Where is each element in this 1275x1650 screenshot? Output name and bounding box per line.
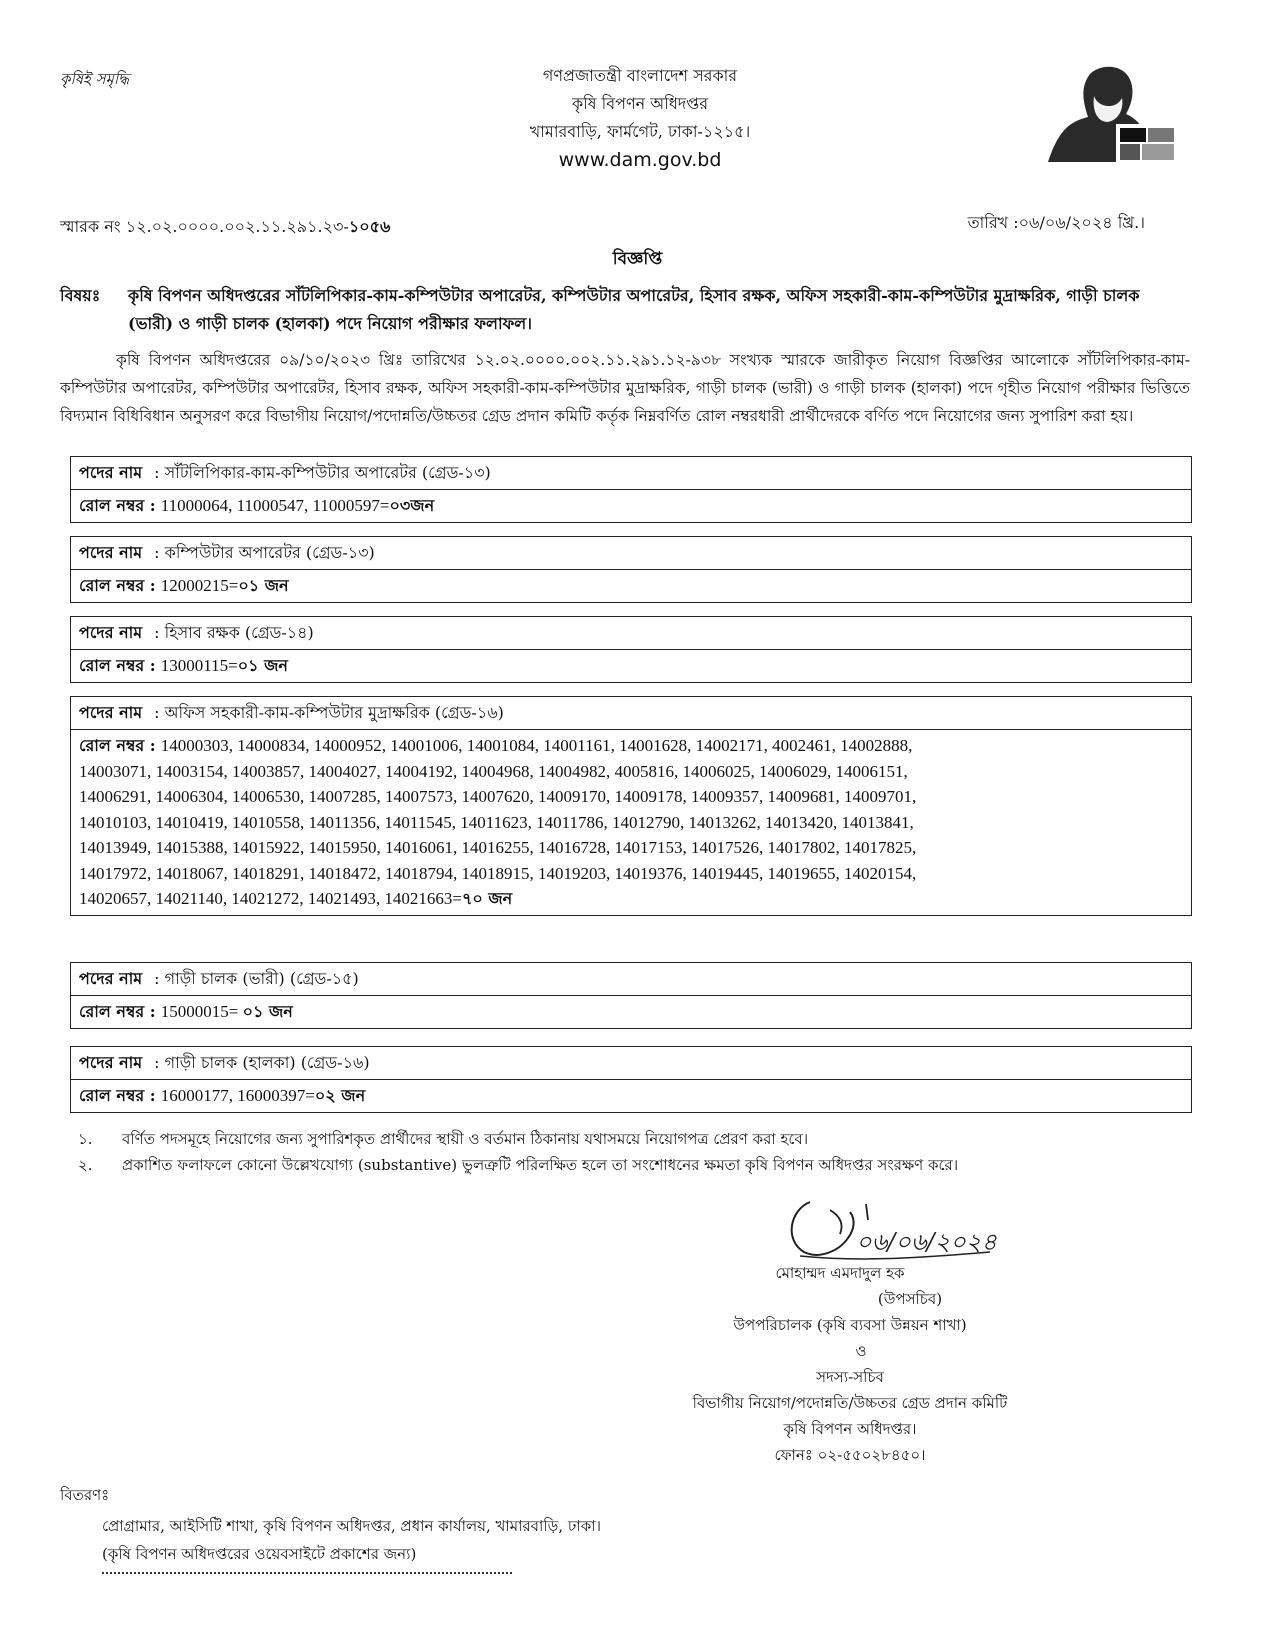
roll-numbers: 12000215=: [160, 576, 239, 595]
notes-list: [78, 1126, 1198, 1178]
signatory-role2: সদস্য-সচিব: [816, 1368, 884, 1386]
candidate-count: ০২ জন: [314, 1086, 366, 1105]
post-label: পদের নাম: [79, 703, 143, 722]
roll-row: [71, 649, 1191, 682]
memo-prefix: স্মারক নং ১২.০২.০০০০.০০২.১১.২৯১.২৩-: [60, 217, 349, 236]
handwritten-signature: [770, 1190, 1010, 1270]
roll-label: রোল নম্বর :: [79, 576, 156, 595]
subject-text: কৃষি বিপণন অধিদপ্তরের সাঁটলিপিকার-কাম-কম্পিউটার অপারেটর, কম্পিউটার অপারেটর, হিসাব রক্ষক, অফিস সহকারী-কাম-কম্পিউটার মুদ্রাক্ষরিক, গাড়ী চালক (ভারী) ও গাড়ী চালক (হালকা) পদে নিয়োগ পরীক্ষার ফলাফল।: [128, 286, 1140, 333]
roll-numbers: 11000064, 11000547, 11000597=: [160, 496, 390, 515]
post-label: পদের নাম: [79, 623, 143, 642]
intro-paragraph: কৃষি বিপণন অধিদপ্তরের ০৯/১০/২০২৩ খ্রিঃ তারিখের ১২.০২.০০০০.০০২.১১.২৯১.১২-৯৩৮ সংখ্যক স্মারকে জারীকৃত নিয়োগ বিজ্ঞপ্তির আলোকে সাঁটলিপিকার-কাম-কম্পিউটার অপারেটর, কম্পিউটার অপারেটর, হিসাব রক্ষক, অফিস সহকারী-কাম-কম্পিউটার মুদ্রাক্ষরিক, গাড়ী চালক (ভারী) ও গাড়ী চালক (হালকা) পদে গৃহীত নিয়োগ পরীক্ষার ভিত্তিতে বিদ্যমান বিধিবিধান অনুসরণ করে বিভাগীয় নিয়োগ/পদোন্নতি/উচ্চতর গ্রেড প্রদান কমিটি কর্তৃক নিম্নবর্ণিত রোল নম্বরধারী প্রার্থীদেরকে বর্ণিত পদে নিয়োগের জন্য সুপারিশ করা হয়।: [60, 351, 1190, 425]
roll-row: [71, 729, 1191, 915]
roll-row: [71, 489, 1191, 522]
post-box: [70, 962, 1192, 1029]
note-item: [78, 1152, 1198, 1178]
note-number: ১.: [78, 1130, 93, 1148]
roll-label: রোল নম্বর :: [79, 496, 156, 515]
phone-number: ফোনঃ ০২-৫৫০২৮৪৫০।: [774, 1446, 926, 1464]
roll-numbers-line: 14013949, 14015388, 14015922, 14015950, 14016061, 14016255, 14016728, 14017153, 14017526, 14017802, 14017825,: [79, 838, 917, 857]
roll-numbers-line: 14006291, 14006304, 14006530, 14007285, 14007573, 14007620, 14009170, 14009178, 14009357, 14009681, 14009701,: [79, 787, 917, 806]
post-name-row: [71, 617, 1191, 649]
office-name: কৃষি বিপণন অধিদপ্তর।: [783, 1420, 917, 1438]
post-name-row: [71, 697, 1191, 729]
roll-numbers-line: 14020657, 14021140, 14021272, 14021493, 14021663=: [79, 889, 462, 908]
post-name: : অফিস সহকারী-কাম-কম্পিউটার মুদ্রাক্ষরিক (গ্রেড-১৬): [154, 703, 504, 722]
post-box: [70, 456, 1192, 523]
post-name: : গাড়ী চালক (ভারী) (গ্রেড-১৫): [154, 969, 359, 988]
post-name: : কম্পিউটার অপারেটর (গ্রেড-১৩): [154, 543, 375, 562]
post-name: : গাড়ী চালক (হালকা) (গ্রেড-১৬): [154, 1053, 370, 1072]
distribution-label: বিতরণঃ: [60, 1486, 110, 1504]
roll-numbers: 15000015=: [160, 1002, 243, 1021]
website-link[interactable]: www.dam.gov.bd: [558, 149, 722, 171]
note-text: বর্ণিত পদসমূহে নিয়োগের জন্য সুপারিশকৃত প্রার্থীদের স্থায়ী ও বর্তমান ঠিকানায় যথাসময়ে নিয়োগপত্র প্রেরণ করা হবে।: [122, 1130, 809, 1148]
candidate-count: ০১ জন: [242, 1002, 293, 1021]
post-box: [70, 696, 1192, 916]
signatory-block: [600, 1260, 1100, 1468]
note-number: ২.: [78, 1156, 93, 1174]
memo-date: তারিখ :০৬/০৬/২০২৪ খ্রি.।: [967, 213, 1145, 232]
memo-number: ১০৫৬: [348, 217, 391, 236]
department-name: কৃষি বিপণন অধিদপ্তর: [571, 94, 709, 113]
roll-row: [71, 569, 1191, 602]
distribution-line: প্রোগ্রামার, আইসিটি শাখা, কৃষি বিপণন অধিদপ্তর, প্রধান কার্যালয়, খামারবাড়ি, ঢাকা।: [102, 1517, 601, 1535]
post-box: [70, 536, 1192, 603]
candidate-count: ৭০ জন: [461, 889, 513, 908]
roll-numbers: 13000115=: [160, 656, 238, 675]
mujib-centenary-logo: [1028, 62, 1178, 170]
roll-label: রোল নম্বর :: [79, 736, 156, 755]
roll-numbers-line: 14017972, 14018067, 14018291, 14018472, 14018794, 14018915, 14019203, 14019376, 14019445, 14019655, 14020154,: [79, 863, 917, 883]
roll-label: রোল নম্বর :: [79, 656, 156, 675]
candidate-count: ০১ জন: [237, 656, 288, 675]
notice-title: বিজ্ঞপ্তি: [612, 249, 663, 269]
roll-numbers-line: 14000303, 14000834, 14000952, 14001006, 14001084, 14001161, 14001628, 14002171, 4002461, 14002888,: [160, 736, 913, 755]
note-item: [78, 1126, 1198, 1152]
roll-numbers-line: 14003071, 14003154, 14003857, 14004027, 14004192, 14004968, 14004982, 4005816, 14006025, 14006029, 14006151,: [79, 761, 908, 781]
roll-label: রোল নম্বর :: [79, 1002, 156, 1021]
post-label: পদের নাম: [79, 543, 143, 562]
slogan: কৃষিই সমৃদ্ধি: [60, 70, 130, 88]
post-label: পদের নাম: [79, 969, 143, 988]
subject-label: বিষয়ঃ: [60, 286, 101, 305]
post-box: [70, 616, 1192, 683]
roll-numbers-line: 14010103, 14010419, 14010558, 14011356, 14011545, 14011623, 14011786, 14012790, 14013262, 14013420, 14013841,: [79, 812, 914, 832]
roll-row: [71, 995, 1191, 1028]
committee-name: বিভাগীয় নিয়োগ/পদোন্নতি/উচ্চতর গ্রেড প্রদান কমিটি: [692, 1394, 1008, 1412]
government-name: গণপ্রজাতন্ত্রী বাংলাদেশ সরকার: [542, 66, 738, 85]
roll-numbers: 16000177, 16000397=: [160, 1086, 315, 1105]
post-name-row: [71, 1047, 1191, 1079]
conjunction: ও: [855, 1342, 867, 1360]
post-name-row: [71, 457, 1191, 489]
signatory-rank: (উপসচিব): [877, 1290, 943, 1308]
distribution-list: [102, 1512, 601, 1568]
candidate-count: ০৩জন: [389, 496, 435, 515]
roll-row: [71, 1079, 1191, 1112]
post-name-row: [71, 963, 1191, 995]
post-label: পদের নাম: [79, 463, 143, 482]
subject-block: [60, 282, 1190, 338]
post-name: : হিসাব রক্ষক (গ্রেড-১৪): [154, 623, 314, 642]
post-box: [70, 1046, 1192, 1113]
distribution-line: (কৃষি বিপণন অধিদপ্তরের ওয়েবসাইটে প্রকাশের জন্য): [102, 1545, 417, 1563]
post-name-row: [71, 537, 1191, 569]
memo-reference: [60, 214, 390, 241]
note-text: প্রকাশিত ফলাফলে কোনো উল্লেখযোগ্য (substantive) ভুলত্রুটি পরিলক্ষিত হলে তা সংশোধনের ক্ষমতা কৃষি বিপণন অধিদপ্তর সংরক্ষণ করে।: [122, 1156, 959, 1174]
signatory-name: মোহাম্মদ এমদাদুল হক: [775, 1264, 905, 1282]
roll-label: রোল নম্বর :: [79, 1086, 156, 1105]
office-header: [360, 62, 920, 174]
candidate-count: ০১ জন: [238, 576, 289, 595]
signatory-role: উপপরিচালক (কৃষি ব্যবসা উন্নয়ন শাখা): [733, 1316, 967, 1334]
dotted-divider: [102, 1572, 512, 1574]
office-address: খামারবাড়ি, ফার্মগেট, ঢাকা-১২১৫।: [529, 122, 751, 141]
post-name: : সাঁটলিপিকার-কাম-কম্পিউটার অপারেটর (গ্রেড-১৩): [154, 463, 491, 482]
post-label: পদের নাম: [79, 1053, 143, 1072]
handwritten-date: ০৬/০৬/২০২৪: [856, 1228, 997, 1256]
